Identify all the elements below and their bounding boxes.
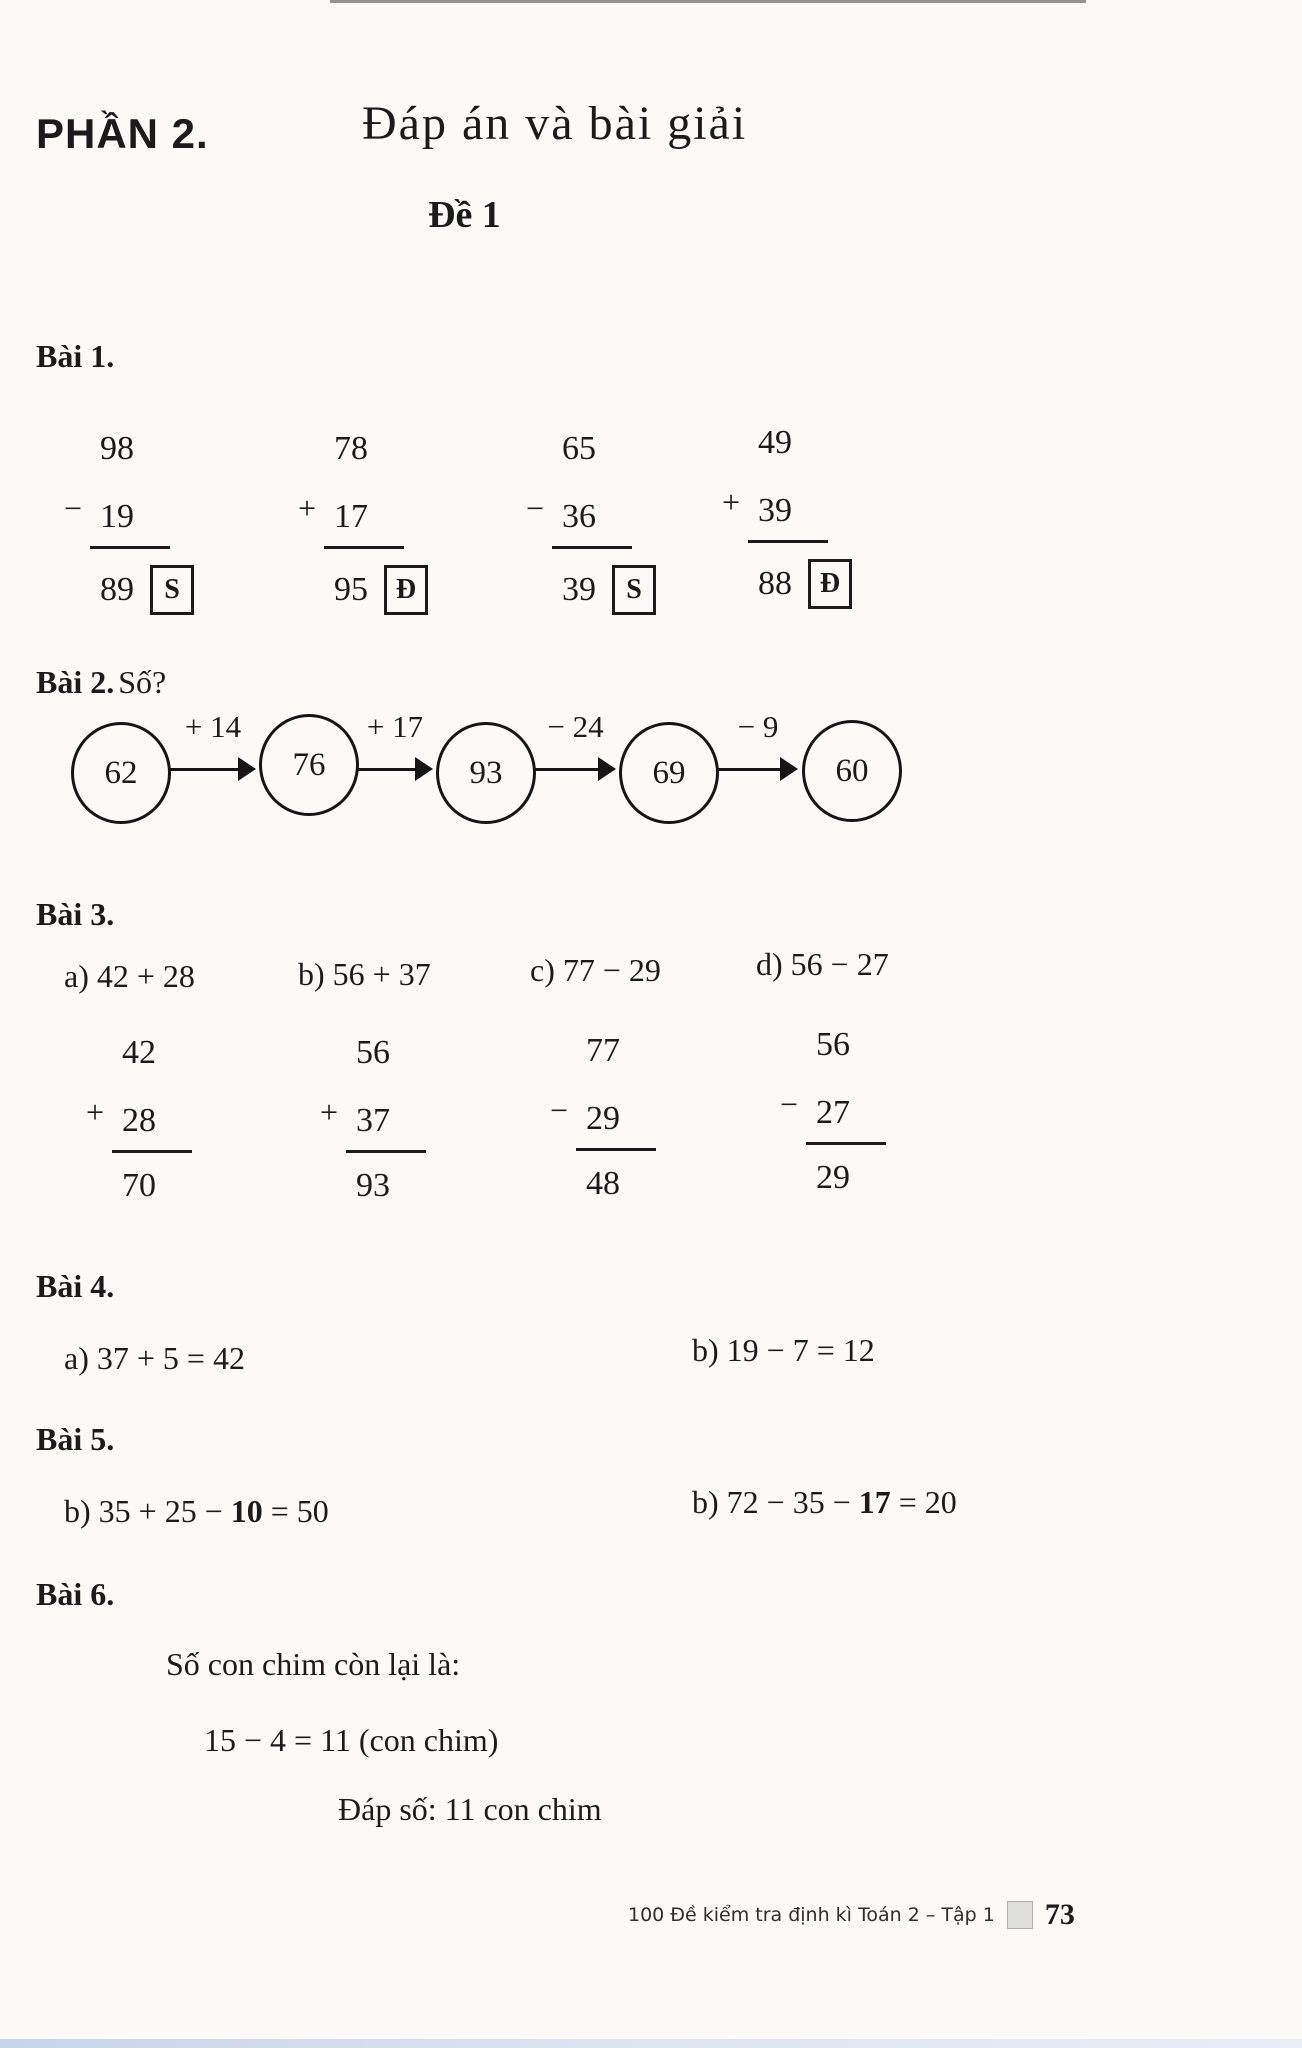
bai3-work-b [320,1034,426,1204]
page-title: Đáp án và bài giải [362,97,748,150]
top-operand: 98 [100,430,134,467]
operator: + [298,490,317,526]
equation-bold-term: 10 [230,1493,263,1529]
operator: + [86,1094,105,1130]
top-operand: 78 [334,430,368,467]
bai4-item-b: b) 19 − 7 = 12 [692,1332,875,1368]
result: 48 [586,1165,620,1202]
arrow-head-icon [238,757,256,781]
scan-artifact-top [330,0,1086,3]
result: 29 [816,1159,850,1196]
operator: − [550,1092,569,1128]
top-operand: 42 [122,1034,156,1071]
bai6-answer: Đáp số: 11 con chim [338,1791,602,1827]
bai4-item-a: a) 37 + 5 = 42 [64,1340,245,1376]
arrow-head-icon [598,757,616,781]
bottom-operand: 36 [552,500,632,549]
mark-box [150,565,194,615]
bai2-question: Số? [118,664,167,700]
arrow-line [535,768,604,771]
mark-box [384,565,428,615]
chain-node-2: 76 [259,714,359,816]
mark-letter: Đ [395,574,417,605]
arrow-line [718,768,786,771]
part-label: PHẦN 2. [36,110,209,157]
equation-prefix: b) 35 + 25 − [64,1493,231,1529]
mark-letter: S [164,574,180,605]
result: 93 [356,1167,390,1204]
chain-arrow-2 [357,709,433,785]
bai6-equation: 15 − 4 = 11 (con chim) [204,1722,499,1758]
result-row [118,1169,192,1203]
bai1-label: Bài 1. [36,338,115,374]
chain-op-label: − 24 [547,709,604,744]
bai5-item-2 [692,1484,957,1521]
equation-prefix: b) 72 − 35 − [692,1484,859,1520]
scan-artifact-bottom [0,2039,1302,2048]
bai2-label-row [36,664,166,701]
bai6-statement: Số con chim còn lại là: [166,1646,461,1682]
bottom-operand: 19 [90,500,170,549]
bai3-work-c [550,1032,656,1202]
arrow-head-icon [780,757,798,781]
chain-arrow-3 [535,709,616,785]
bottom-operand: 37 [346,1104,426,1153]
bai1-problem-2 [298,430,428,615]
result-row [582,1167,656,1201]
bai3-item-c-label: c) 77 − 29 [530,952,661,988]
result: 70 [122,1167,156,1204]
result: 88 [758,565,792,602]
result-row [754,559,852,609]
bai6-label: Bài 6. [36,1576,115,1612]
result-row [96,565,194,615]
bai2-label: Bài 2. [36,664,115,700]
bottom-operand: 28 [112,1104,192,1153]
operator: + [722,484,741,520]
test-title: Đề 1 [428,194,501,236]
operator: − [64,490,83,526]
mark-box [612,565,656,615]
arrow-head-icon [415,757,433,781]
chain-op-label: − 9 [737,709,779,744]
bai5-item-1 [64,1493,329,1530]
equation-bold-term: 17 [858,1484,891,1520]
bottom-operand: 39 [748,494,828,543]
chain-op-label: + 17 [366,709,424,744]
bottom-operand: 29 [576,1102,656,1151]
result: 89 [100,571,134,608]
bai3-item-b-label: b) 56 + 37 [298,956,431,992]
arrow-line [357,768,421,771]
bottom-operand: 17 [324,500,404,549]
bai4-label: Bài 4. [36,1268,115,1304]
top-operand: 56 [816,1026,850,1063]
chain-node-3: 93 [436,722,536,824]
bai3-item-a-label: a) 42 + 28 [64,958,195,994]
book-title: 100 Đề kiểm tra định kì Toán 2 – Tập 1 [628,1904,995,1926]
chain-arrow-4 [718,709,798,785]
page-number: 73 [1044,1898,1075,1931]
bai1-problem-4 [722,424,852,609]
arrow-line [170,768,244,771]
bottom-operand: 27 [806,1096,886,1145]
result-row [352,1169,426,1203]
chain-op-label: + 14 [184,709,242,744]
result-row [330,565,428,615]
bai3-item-d-label: d) 56 − 27 [756,946,889,982]
chain-node-5: 60 [802,720,902,822]
mark-letter: Đ [819,568,841,599]
equation-suffix: = 20 [890,1484,957,1520]
operator: − [780,1086,799,1122]
bai1-problem-3 [526,430,656,615]
chain-node-1: 62 [71,722,171,824]
result-row [558,565,656,615]
bai3-work-a [86,1034,192,1204]
bai1-problem-1 [64,430,194,615]
result-row [812,1161,886,1195]
page-footer [628,1898,1075,1932]
mark-letter: S [626,574,642,605]
equation-suffix: = 50 [262,1493,329,1529]
top-operand: 49 [758,424,792,461]
result: 95 [334,571,368,608]
bai3-label: Bài 3. [36,896,115,932]
top-operand: 65 [562,430,596,467]
mark-box [808,559,852,609]
bai3-work-d [780,1026,886,1196]
result: 39 [562,571,596,608]
operator: − [526,490,545,526]
bai5-label: Bài 5. [36,1421,115,1457]
top-operand: 77 [586,1032,620,1069]
chain-arrow-1 [170,709,256,785]
publisher-logo-icon [1007,1901,1033,1929]
operator: + [320,1094,339,1130]
top-operand: 56 [356,1034,390,1071]
chain-node-4: 69 [619,722,719,824]
